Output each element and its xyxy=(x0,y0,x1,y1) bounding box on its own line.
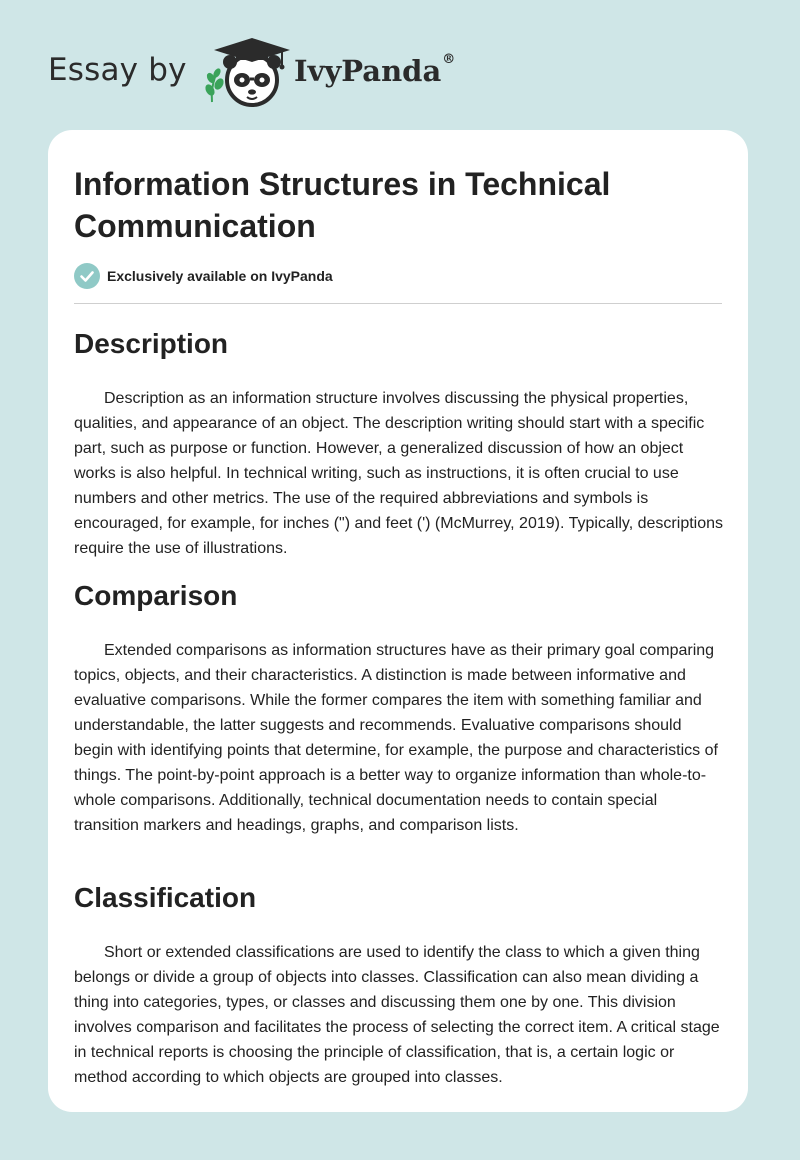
section-heading: Comparison xyxy=(74,580,238,611)
brand-name xyxy=(294,54,455,88)
exclusive-label: Exclusively available on IvyPanda xyxy=(107,268,333,284)
panda-graduate-icon xyxy=(202,36,302,108)
check-circle-icon xyxy=(74,263,100,289)
brand-header[interactable] xyxy=(48,36,468,108)
section-description xyxy=(74,328,724,561)
divider xyxy=(74,303,722,304)
section-heading: Description xyxy=(74,328,229,359)
page-title: Information Structures in Technical Communication xyxy=(74,166,611,244)
section-classification xyxy=(74,882,724,1090)
section-comparison xyxy=(74,580,724,838)
essay-card xyxy=(48,130,748,1112)
registered-mark: ® xyxy=(442,52,456,67)
brand-name-text: IvyPanda xyxy=(294,54,442,88)
brand-prefix: Essay by xyxy=(48,52,187,88)
section-heading: Classification xyxy=(74,882,257,913)
section-paragraph: Short or extended classifications are used to identify the class to which a given thing belongs or divide a group of objects into classes. Classification can also mean dividing a thing into categories, types, or classes and discussing them one by one. This division involves comparison and facilitates the process of selecting the correct item. A critical stage in technical reports is choosing the principle of classification, that is, a certain logic or method according to which objects are grouped into classes. xyxy=(74,944,720,1086)
section-paragraph: Description as an information structure involves discussing the physical properties, qualities, and appearance of an object. The description writing should start with a specific part, such as purpose or function. However, a generalized discussion of how an object works is also helpful. In technical writing, such as instructions, it is often crucial to use numbers and other metrics. The use of the required abbreviations and symbols is encouraged, for example, for inches (") and feet (') (McMurrey, 2019). Typically, descriptions require the use of illustrations. xyxy=(74,390,724,557)
section-paragraph: Extended comparisons as information structures have as their primary goal comparing topics, objects, and their characteristics. A distinction is made between informative and evaluative comparisons. While the former compares the item with something familiar and understandable, the latter suggests and recommends. Evaluative comparisons should begin with identifying points that determine, for example, the purpose and characteristics of things. The point-by-point approach is a better way to organize information than whole-to-whole comparisons. Additionally, technical documentation needs to contain special transition markers and headings, graphs, and comparison lists. xyxy=(74,642,718,834)
